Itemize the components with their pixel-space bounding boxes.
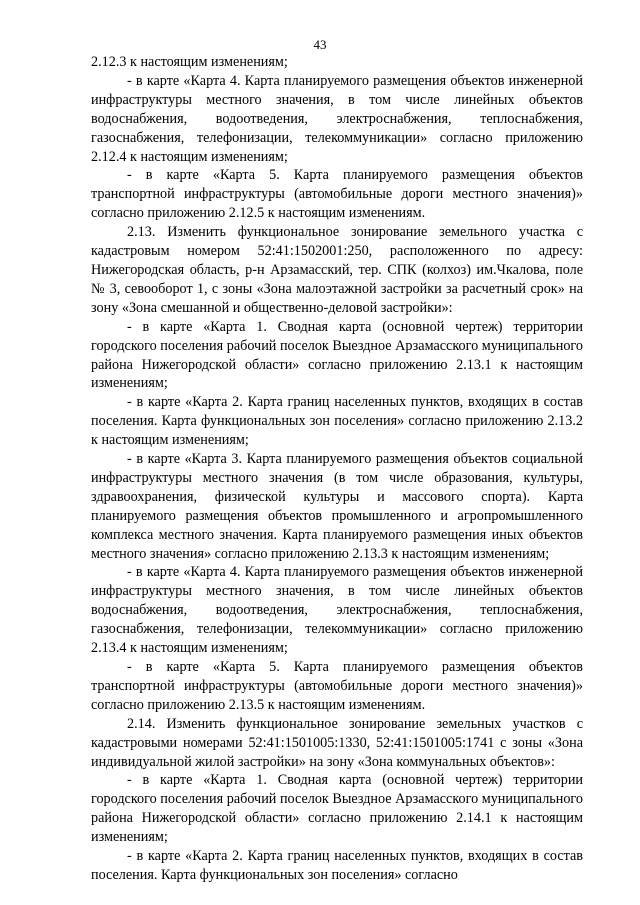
page-number: 43: [313, 37, 327, 52]
paragraph-7: - в карте «Карта 3. Карта планируемого размещения объектов социальной инфраструктуры местного значения (в том числе образования, культуры, здравоохранения, физической культуры и массового спорта). Карта планируемого размещения объектов промышленного и агропромышленного комплекса местного значения. Карта планируемого размещения иных объектов местного значения» согласно приложению 2.13.3 к настоящим изменениям;: [91, 451, 583, 562]
paragraph-5: - в карте «Карта 1. Сводная карта (основной чертеж) территории городского поселения рабочий поселок Выездное Арзамасского муниципального района Нижегородской области» согласно приложению 2.13.1 к настоящим изменениям;: [91, 318, 583, 392]
paragraph-2: - в карте «Карта 4. Карта планируемого размещения объектов инженерной инфраструктуры местного значения, в том числе линейных объектов водоснабжения, водоотведения, электроснабжения, теплоснабжения, газоснабжения, телефонизации, телекоммуникации» согласно приложению 2.12.4 к настоящим изменениям;: [91, 72, 583, 165]
document-body: [91, 53, 583, 885]
paragraph-3: - в карте «Карта 5. Карта планируемого размещения объектов транспортной инфраструктуры (автомобильные дороги местного значения)» согласно приложению 2.12.5 к настоящим изменениям.: [91, 167, 583, 222]
paragraph-6: - в карте «Карта 2. Карта границ населенных пунктов, входящих в состав поселения. Карта функциональных зон поселения» согласно приложению 2.13.2 к настоящим изменениям;: [91, 394, 583, 449]
paragraph-10: 2.14. Изменить функциональное зонирование земельных участков с кадастровыми номерами 52:41:1501005:1330, 52:41:1501005:1741 с зоны «Зона индивидуальной жилой застройки» на зону «Зона коммунальных объектов»:: [91, 715, 583, 770]
paragraph-1: 2.12.3 к настоящим изменениям;: [91, 54, 288, 70]
paragraph-11: - в карте «Карта 1. Сводная карта (основной чертеж) территории городского поселения рабочий поселок Выездное Арзамасского муниципального района Нижегородской области» согласно приложению 2.14.1 к настоящим изменениям;: [91, 772, 583, 846]
paragraph-12: - в карте «Карта 2. Карта границ населенных пунктов, входящих в состав поселения. Карта функциональных зон поселения» согласно: [91, 848, 583, 883]
paragraph-9: - в карте «Карта 5. Карта планируемого размещения объектов транспортной инфраструктуры (автомобильные дороги местного значения)» согласно приложению 2.13.5 к настоящим изменениям.: [91, 659, 583, 713]
paragraph-8: - в карте «Карта 4. Карта планируемого размещения объектов инженерной инфраструктуры местного значения, в том числе линейных объектов водоснабжения, водоотведения, электроснабжения, теплоснабжения, газоснабжения, телефонизации, телекоммуникации» согласно приложению 2.13.4 к настоящим изменениям;: [91, 564, 583, 657]
paragraph-4: 2.13. Изменить функциональное зонирование земельного участка с кадастровым номером 52:41:1502001:250, расположенного по адресу: Нижегородская область, р-н Арзамасский, тер. СПК (колхоз) им.Чкалова, поле № 3, севооборот 1, с зоны «Зона малоэтажной застройки за расчетный срок» на зону «Зона смешанной и общественно-деловой застройки»:: [91, 224, 583, 316]
